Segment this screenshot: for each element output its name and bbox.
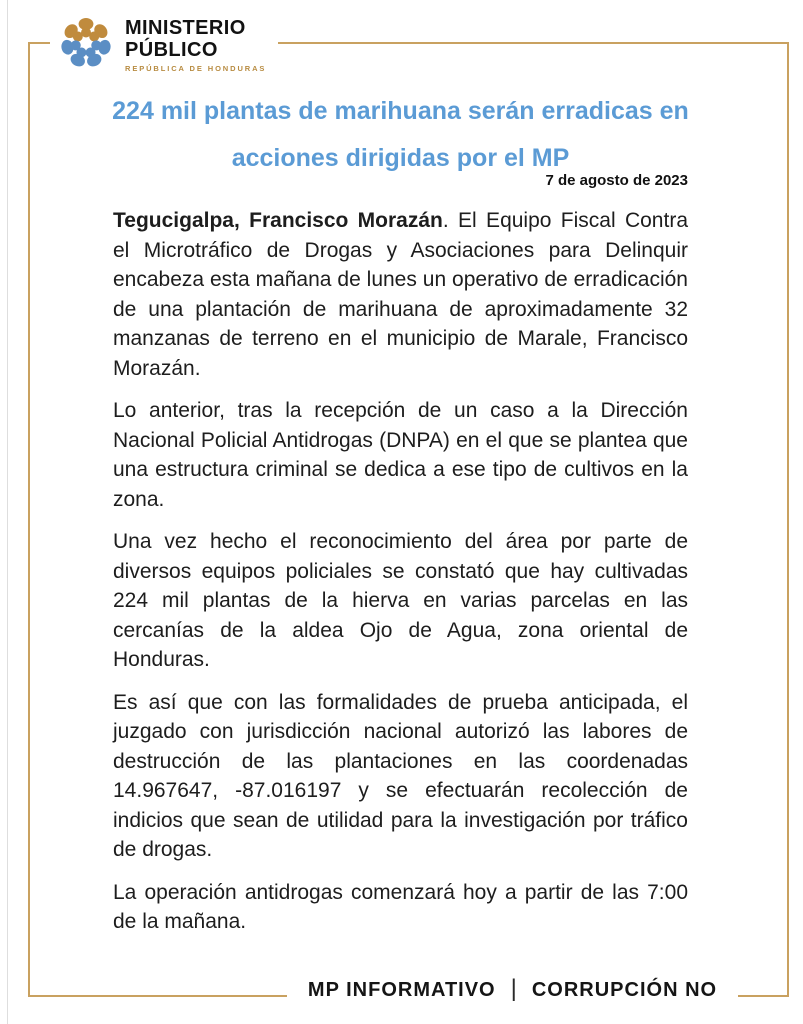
paragraph [113, 527, 688, 675]
paragraph-text: Es así que con las formalidades de prueba anticipada, el juzgado con jurisdicción nacional autorizó las labores de destrucción de las plantaciones en las coordenadas 14.967647, -87.016197 y se efectuarán recolección de indicios que sean de utilidad para la investigación por tráfico de drogas. [113, 690, 688, 861]
article-body [113, 206, 688, 950]
page-edge-line [7, 0, 8, 1024]
footer-separator: | [510, 975, 517, 1002]
ministerio-publico-logo [50, 6, 278, 82]
logo-text [125, 17, 266, 73]
paragraph-lead: Tegucigalpa, Francisco Morazán [113, 209, 443, 232]
paragraph [113, 878, 688, 937]
footer-left-label: MP INFORMATIVO [307, 978, 496, 1001]
people-circle-emblem-icon [56, 13, 116, 73]
article-title-line2: acciones dirigidas por el MP [231, 144, 570, 172]
footer-right-label: CORRUPCIÓN NO [531, 978, 718, 1001]
article-title [100, 88, 701, 182]
paragraph-text: Una vez hecho el reconocimiento del área por parte de diversos equipos policiales se constató que hay cultivadas 224 mil plantas de la hierva en varias parcelas en las cercanías de la aldea Ojo de Agua, zona oriental de Honduras. [113, 530, 688, 671]
footer-banner [287, 971, 738, 1009]
article-date: 7 de agosto de 2023 [545, 172, 688, 189]
article-title-line1: 224 mil plantas de marihuana serán erradicas en [112, 97, 689, 125]
paragraph-text: . El Equipo Fiscal Contra el Microtráfico de Drogas y Asociaciones para Delinquir encabeza esta mañana de lunes un operativo de erradicación de una plantación de marihuana de aproximadamente 32 manzanas de terreno en el municipio de Marale, Francisco Morazán. [113, 209, 688, 380]
paragraph [113, 206, 688, 383]
org-name-line2: PÚBLICO [125, 39, 218, 61]
paragraph [113, 688, 688, 865]
paragraph-text: La operación antidrogas comenzará hoy a partir de las 7:00 de la mañana. [113, 880, 688, 933]
paragraph-text: Lo anterior, tras la recepción de un caso a la Dirección Nacional Policial Antidrogas (DNPA) en el que se plantea que una estructura criminal se dedica a ese tipo de cultivos en la zona. [113, 399, 688, 511]
org-name-line1: MINISTERIO [125, 17, 246, 39]
paragraph [113, 396, 688, 514]
org-tagline: REPÚBLICA DE HONDURAS [125, 64, 267, 73]
